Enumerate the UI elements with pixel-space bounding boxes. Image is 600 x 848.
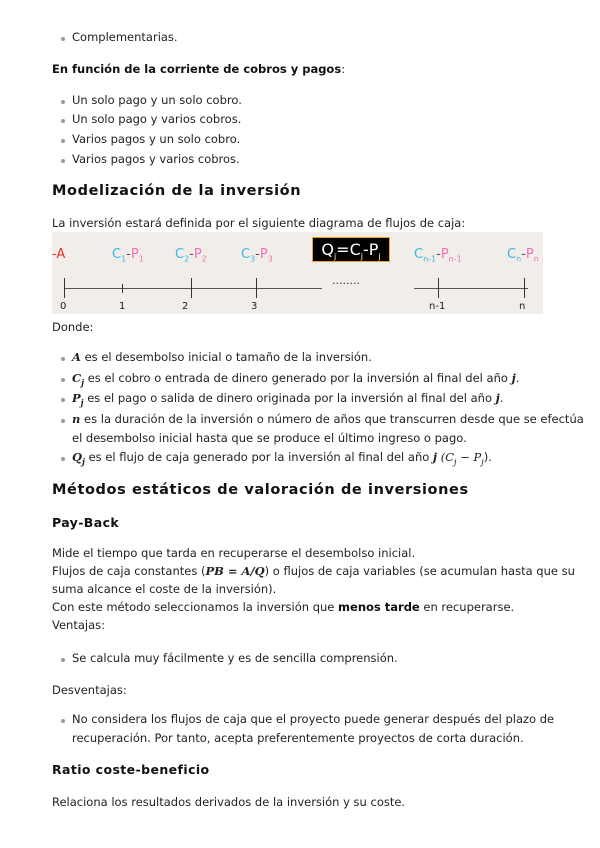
tick-label-n-1: n-1	[429, 301, 446, 312]
bullet	[61, 419, 65, 423]
list-item-complementarias: Complementarias.	[72, 30, 178, 44]
section-heading-modelizacion: Modelización de la inversión	[52, 183, 302, 199]
subheading-ratio: Ratio coste-beneficio	[52, 762, 210, 777]
flow-label-n-1: $C_{n-1}-P_{n-1}$	[414, 247, 462, 264]
tick-2	[191, 278, 192, 298]
def-Qj: $Q_j$ es el flujo de caja generado por la inversión al final del año j $(C_j - P_j)$.	[72, 450, 492, 467]
flow-label-3: $C_3-P_3$	[241, 247, 273, 264]
section-heading-metodos-estaticos: Métodos estáticos de valoración de inversiones	[52, 482, 469, 498]
def-n: n es la duración de la inversión o número de años que transcurren desde que se efectúa	[72, 412, 584, 426]
desventaja-item-cont: recuperación. Por tanto, acepta preferentemente proyectos de corta duración.	[72, 731, 524, 745]
initial-outlay-label: -A	[52, 247, 66, 262]
def-n-cont: el desembolso inicial hasta que se produce el último ingreso o pago.	[72, 431, 467, 445]
tick-label-2: 2	[182, 301, 189, 312]
subheading-payback: Pay-Back	[52, 515, 120, 530]
list-item: Varios pagos y varios cobros.	[72, 152, 240, 166]
bullet	[61, 119, 65, 123]
timeline-axis-end	[414, 288, 528, 289]
tick-n-1	[438, 278, 439, 298]
list-item: Un solo pago y varios cobros.	[72, 112, 242, 126]
payback-line-1: Mide el tiempo que tarda en recuperarse el desembolso inicial.	[52, 546, 416, 560]
tick-label-n: n	[519, 301, 526, 312]
tick-3	[256, 278, 257, 298]
tick-label-3: 3	[251, 301, 258, 312]
ventaja-item: Se calcula muy fácilmente y es de sencilla comprensión.	[72, 651, 398, 665]
timeline-axis	[64, 288, 322, 289]
flow-label-2: $C_2-P_2$	[175, 247, 207, 264]
tick-label-1: 1	[119, 301, 126, 312]
timeline-ellipsis: ........	[332, 274, 360, 287]
ratio-text: Relaciona los resultados derivados de la inversión y su coste.	[52, 795, 406, 809]
payback-line-2: Flujos de caja constantes (PB = A/Q) o flujos de caja variables (se acumulan hasta que su	[52, 564, 575, 578]
list-item: Varios pagos y un solo cobro.	[72, 132, 241, 146]
tick-label-0: 0	[60, 301, 67, 312]
bullet	[61, 357, 65, 361]
def-Pj: $P_j$ es el pago o salida de dinero originada por la inversión al final del año j.	[72, 391, 504, 408]
desventajas-label: Desventajas:	[52, 683, 127, 697]
bullet	[61, 658, 65, 662]
flow-label-n: $C_n-P_n$	[507, 247, 539, 264]
cash-flow-diagram	[52, 232, 543, 314]
bullet	[61, 457, 65, 461]
list-item: Un solo pago y un solo cobro.	[72, 93, 242, 107]
bullet	[61, 37, 65, 41]
model-intro: La inversión estará definida por el siguiente diagrama de flujos de caja:	[52, 216, 466, 230]
flow-colon: :	[341, 62, 346, 76]
ventajas-label: Ventajas:	[52, 618, 106, 632]
bullet	[61, 139, 65, 143]
desventaja-item: No considera los flujos de caja que el proyecto puede generar después del plazo de	[72, 712, 555, 726]
def-A: A es el desembolso inicial o tamaño de la inversión.	[72, 350, 372, 364]
bullet	[61, 398, 65, 402]
flow-heading: En función de la corriente de cobros y pagos	[52, 62, 342, 76]
tick-1	[122, 284, 123, 293]
flow-heading-line	[52, 62, 345, 76]
bullet	[61, 378, 65, 382]
bullet	[61, 159, 65, 163]
def-Cj: $C_j$ es el cobro o entrada de dinero generado por la inversión al final del año j.	[72, 371, 520, 388]
payback-line-4: Con este método seleccionamos la inversión que menos tarde en recuperarse.	[52, 600, 515, 614]
cash-flow-definition-box: $Q_j=C_j-P_j$	[312, 237, 390, 262]
payback-line-3: suma alcance el coste de la inversión).	[52, 582, 277, 596]
bullet	[61, 100, 65, 104]
bullet	[61, 719, 65, 723]
flow-label-1: $C_1-P_1$	[112, 247, 144, 264]
tick-0	[64, 278, 65, 298]
donde-label: Donde:	[52, 320, 94, 334]
tick-n	[524, 278, 525, 298]
